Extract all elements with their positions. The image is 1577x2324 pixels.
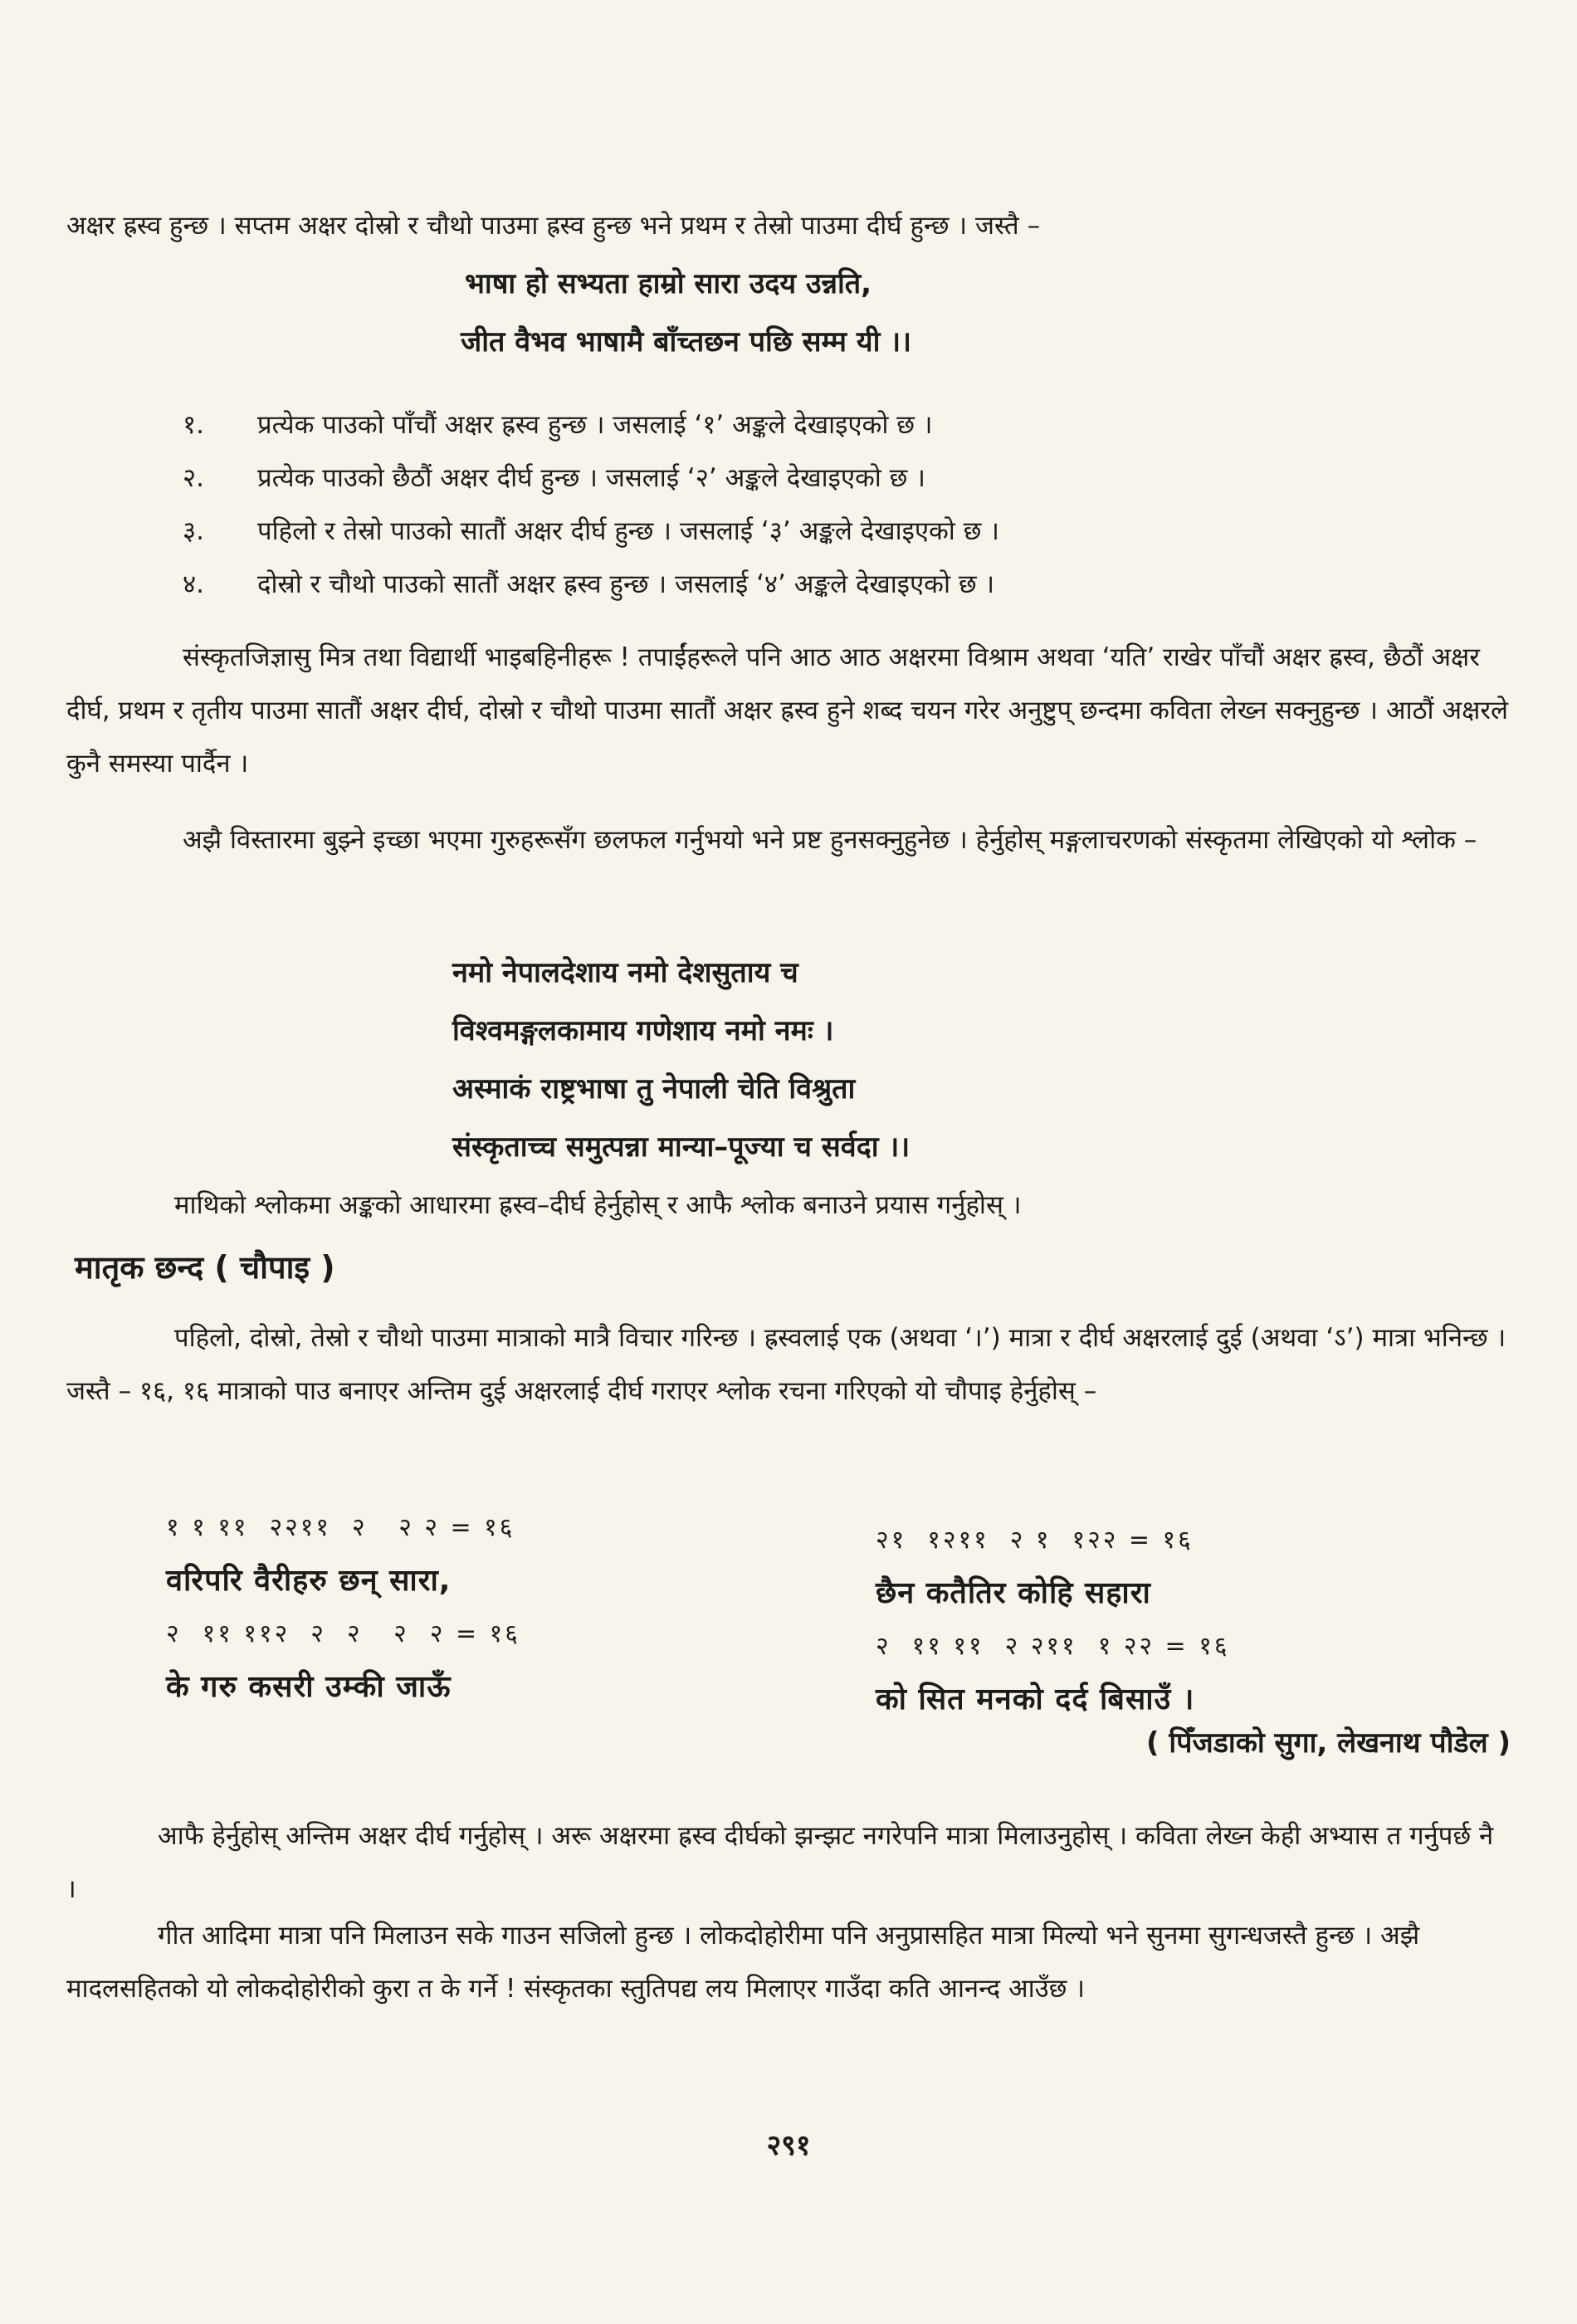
verse-line: भाषा हो सभ्यता हाम्रो सारा उदय उन्नति, [465, 267, 872, 300]
matra-count: २ ११ ११ २ २११ १ २२ = १६ [876, 1632, 1230, 1661]
chaupai-line: के गरु कसरी उम्की जाऊँ [166, 1670, 452, 1704]
section-heading: मातृक छन्द ( चौपाइ ) [75, 1249, 335, 1286]
paragraph: पहिलो, दोस्रो, तेस्रो र चौथो पाउमा मात्राको मात्रै विचार गरिन्छ । ह्रस्वलाई एक (अथवा ‘।’) मात्रा र दीर्घ अक्षरलाई दुई (अथवा ‘ऽ’) मात्रा भनिन्छ । जस्तै – १६, १६ मात्राको पाउ बनाएर अन्तिम दुई अक्षरलाई दीर्घ गराएर श्लोक रचना गरिएको यो चौपाइ हेर्नुहोस् – [66, 1323, 1506, 1406]
matra-count: २ ११ ११२ २ २ २ २ = १६ [166, 1619, 520, 1648]
list-number: ४. [183, 569, 204, 599]
list-number: ३. [183, 516, 204, 546]
verse-line: विश्वमङ्गलकामाय गणेशाय नमो नमः । [452, 1014, 834, 1047]
list-item [183, 505, 1511, 558]
matra-count: २१ १२११ २ १ १२२ = १६ [876, 1526, 1194, 1555]
list-item [183, 452, 1511, 505]
list-text: दोस्रो र चौथो पाउको सातौं अक्षर ह्रस्व हुन्छ । जसलाई ‘४’ अङ्कले देखाइएको छ । [257, 569, 995, 599]
list-number: २. [183, 463, 204, 493]
chaupai-line: को सित मनको दर्द बिसाउँ । [876, 1682, 1195, 1716]
paragraph: आफै हेर्नुहोस् अन्तिम अक्षर दीर्घ गर्नुहोस् । अरू अक्षरमा ह्रस्व दीर्घको झन्झट नगरेपनि मात्रा मिलाउनुहोस् । कविता लेख्न केही अभ्यास त गर्नुपर्छ नै । [66, 1821, 1494, 1904]
paragraph: माथिको श्लोकमा अङ्कको आधारमा ह्रस्व–दीर्घ हेर्नुहोस् र आफै श्लोक बनाउने प्रयास गर्नुहोस् । [174, 1190, 1022, 1220]
chaupai-line: वरिपरि वैरीहरु छन् सारा, [166, 1564, 452, 1598]
chaupai-line: छैन कतैतिर कोहि सहारा [876, 1576, 1151, 1610]
list-text: प्रत्येक पाउको छैठौं अक्षर दीर्घ हुन्छ । जसलाई ‘२’ अङ्कले देखाइएको छ । [257, 463, 926, 493]
matra-count: १ १ ११ २२११ २ २ २ = १६ [166, 1513, 515, 1542]
intro-line: अक्षर ह्रस्व हुन्छ । सप्तम अक्षर दोस्रो र चौथो पाउमा ह्रस्व हुन्छ भने प्रथम र तेस्रो पाउमा दीर्घ हुन्छ । जस्तै – [66, 211, 1041, 241]
verse-line: नमो नेपालदेशाय नमो देशसुताय च [452, 956, 798, 989]
chaupai-left-column [166, 1502, 830, 1715]
list-number: १. [183, 410, 204, 440]
verse-line: संस्कृताच्च समुत्पन्ना मान्या–पूज्या च सर्वदा ।। [452, 1130, 911, 1164]
verse-line: अस्माकं राष्ट्रभाषा तु नेपाली चेति विश्रुता [452, 1072, 856, 1106]
poem-credit: ( पिँजडाको सुगा, लेखनाथ पौडेल ) [1146, 1726, 1511, 1760]
rules-list [183, 398, 1511, 611]
page-number: २९१ [766, 2129, 811, 2162]
list-item [183, 558, 1511, 611]
chaupai-right-column [876, 1515, 1540, 1727]
paragraph: गीत आदिमा मात्रा पनि मिलाउन सके गाउन सजिलो हुन्छ । लोकदोहोरीमा पनि अनुप्रासहित मात्रा मिल्यो भने सुनमा सुगन्धजस्तै हुन्छ । अझै मादलसहितको यो लोकदोहोरीको कुरा त के गर्ने ! संस्कृतका स्तुतिपद्य लय मिलाएर गाउँदा कति आनन्द आउँछ । [66, 1921, 1420, 2004]
list-text: पहिलो र तेस्रो पाउको सातौं अक्षर दीर्घ हुन्छ । जसलाई ‘३’ अङ्कले देखाइएको छ । [257, 516, 1000, 546]
list-text: प्रत्येक पाउको पाँचौं अक्षर ह्रस्व हुन्छ । जसलाई ‘१’ अङ्कले देखाइएको छ । [257, 410, 933, 440]
paragraph: संस्कृतजिज्ञासु मित्र तथा विद्यार्थी भाइबहिनीहरू ! तपाईंहरूले पनि आठ आठ अक्षरमा विश्राम अथवा ‘यति’ राखेर पाँचौं अक्षर ह्रस्व, छैठौं अक्षर दीर्घ, प्रथम र तृतीय पाउमा सातौं अक्षर दीर्घ, दोस्रो र चौथो पाउमा सातौं अक्षर ह्रस्व हुने शब्द चयन गरेर अनुष्टुप् छन्दमा कविता लेख्न सक्नुहुन्छ । आठौं अक्षरले कुनै समस्या पार्दैन । [66, 642, 1509, 779]
verse-line: जीत वैभव भाषामै बाँच्तछन पछि सम्म यी ।। [461, 325, 911, 359]
paragraph: अझै विस्तारमा बुझ्ने इच्छा भएमा गुरुहरूसँग छलफल गर्नुभयो भने प्रष्ट हुनसक्नुहुनेछ । हेर्नुहोस् मङ्गलाचरणको संस्कृतमा लेखिएको यो श्लोक – [183, 825, 1477, 855]
list-item [183, 398, 1511, 452]
